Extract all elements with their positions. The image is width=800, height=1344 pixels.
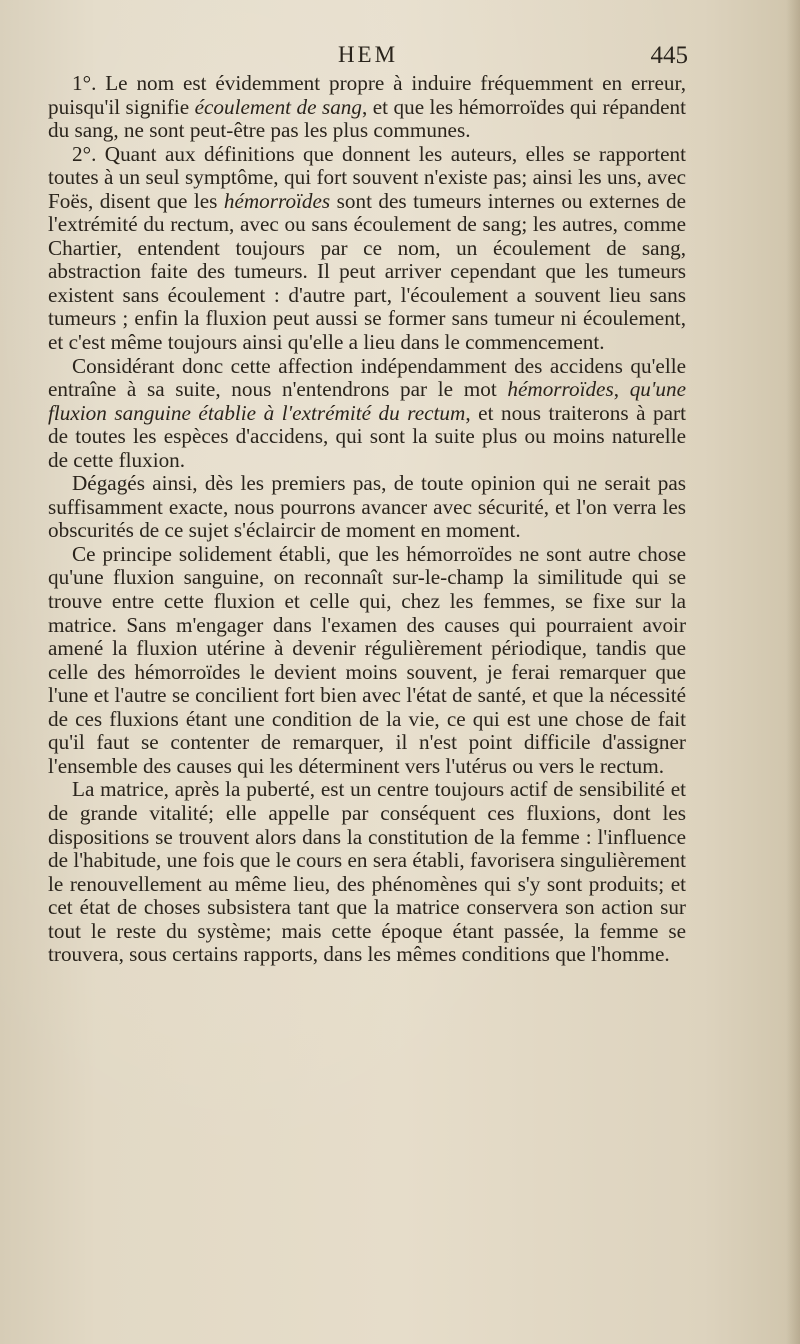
body-text <box>48 72 686 967</box>
running-head: HEM <box>337 42 399 67</box>
paragraph-text: , et nous traiterons à part de toutes les espèces d'accidens, qui sont la suite plus ou moins naturelle de cette fluxion. <box>48 400 686 472</box>
paragraph-text: , et que les hémorroïdes qui répandent du sang, ne sont peut-être pas les plus communes. <box>48 94 686 143</box>
paragraph-text: 1°. Le nom est évidemment propre à induire fréquemment en erreur, puisqu'il signifie <box>48 71 686 119</box>
page-number: 445 <box>650 42 688 69</box>
paragraph-text: Dégagés ainsi, dès les premiers pas, de toute opinion qui ne serait pas suffisamment exacte, nous pourrons avancer avec sécurité, et l'on verra les obscurités de ce sujet s'éclaircir de moment en moment. <box>48 471 686 543</box>
paragraph-text: La matrice, après la puberté, est un centre toujours actif de sensibilité et de grande vitalité; elle appelle par conséquent ces fluxions, dont les dispositions se trouvent alors dans la constitution de la femme : l'influence de l'habitude, une fois que le cours en sera établi, favorisera singulièrement le renouvellement au même lieu, des phénomènes qui s'y sont produits; et cet état de choses subsistera tant que la matrice conservera son action sur tout le reste du système; mais cette époque étant passée, la femme se trouvera, sous certains rapports, dans les mêmes conditions que l'homme. <box>48 777 686 967</box>
paragraph-text: , <box>613 377 630 402</box>
paragraph-4 <box>48 472 686 543</box>
paragraph-6 <box>48 778 686 966</box>
paragraph-text: 2°. Quant aux définitions que donnent les auteurs, elles se rapportent toutes à un seul symptôme, qui fort souvent n'existe pas; ainsi les uns, avec Foës, disent que les <box>48 141 686 213</box>
italic-phrase: hémorroïdes <box>223 188 331 213</box>
italic-phrase: qu'une fluxion sanguine établie à l'extrémité du rectum <box>48 377 687 425</box>
paragraph-text: Considérant donc cette affection indépendamment des accidens qu'elle entraîne à sa suite, nous n'entendrons par le mot <box>48 353 686 402</box>
paragraph-1 <box>48 72 686 143</box>
paragraph-3 <box>48 355 686 473</box>
page-edge-shadow <box>786 0 800 1344</box>
paragraph-text: sont des tumeurs internes ou externes de l'extrémité du rectum, avec ou sans écoulement de sang; les autres, comme Chartier, entendent toujours par ce nom, un écoulement de sang, abstraction faite des tumeurs. Il peut arriver cependant que les tumeurs existent sans écoulement : d'autre part, l'écoulement a souvent lieu sans tumeurs ; enfin la fluxion peut aussi se former sans tumeur ni écoulement, et c'est même toujours ainsi qu'elle a lieu dans le commencement. <box>48 188 686 355</box>
italic-phrase: hémorroïdes <box>507 377 614 402</box>
paragraph-text: Ce principe solidement établi, que les hémorroïdes ne sont autre chose qu'une fluxion sanguine, on reconnaît sur-le-champ la similitude qui se trouve entre cette fluxion et celle qui, chez les femmes, se fixe sur la matrice. Sans m'engager dans l'examen des causes qui pourraient avoir amené la fluxion utérine à devenir régulièrement périodique, tandis que celle des hémorroïdes le devient moins souvent, je ferai remarquer que l'une et l'autre se concilient fort bien avec l'état de santé, et que la nécessité de ces fluxions étant une condition de la vie, ce qui est une chose de fait qu'il faut se contenter de remarquer, il n'est point difficile d'assigner l'ensemble des causes qui les déterminent vers l'utérus ou vers le rectum. <box>48 541 686 778</box>
paragraph-2 <box>48 143 686 355</box>
italic-phrase: écoulement de sang <box>194 94 362 119</box>
paragraph-5 <box>48 543 686 778</box>
